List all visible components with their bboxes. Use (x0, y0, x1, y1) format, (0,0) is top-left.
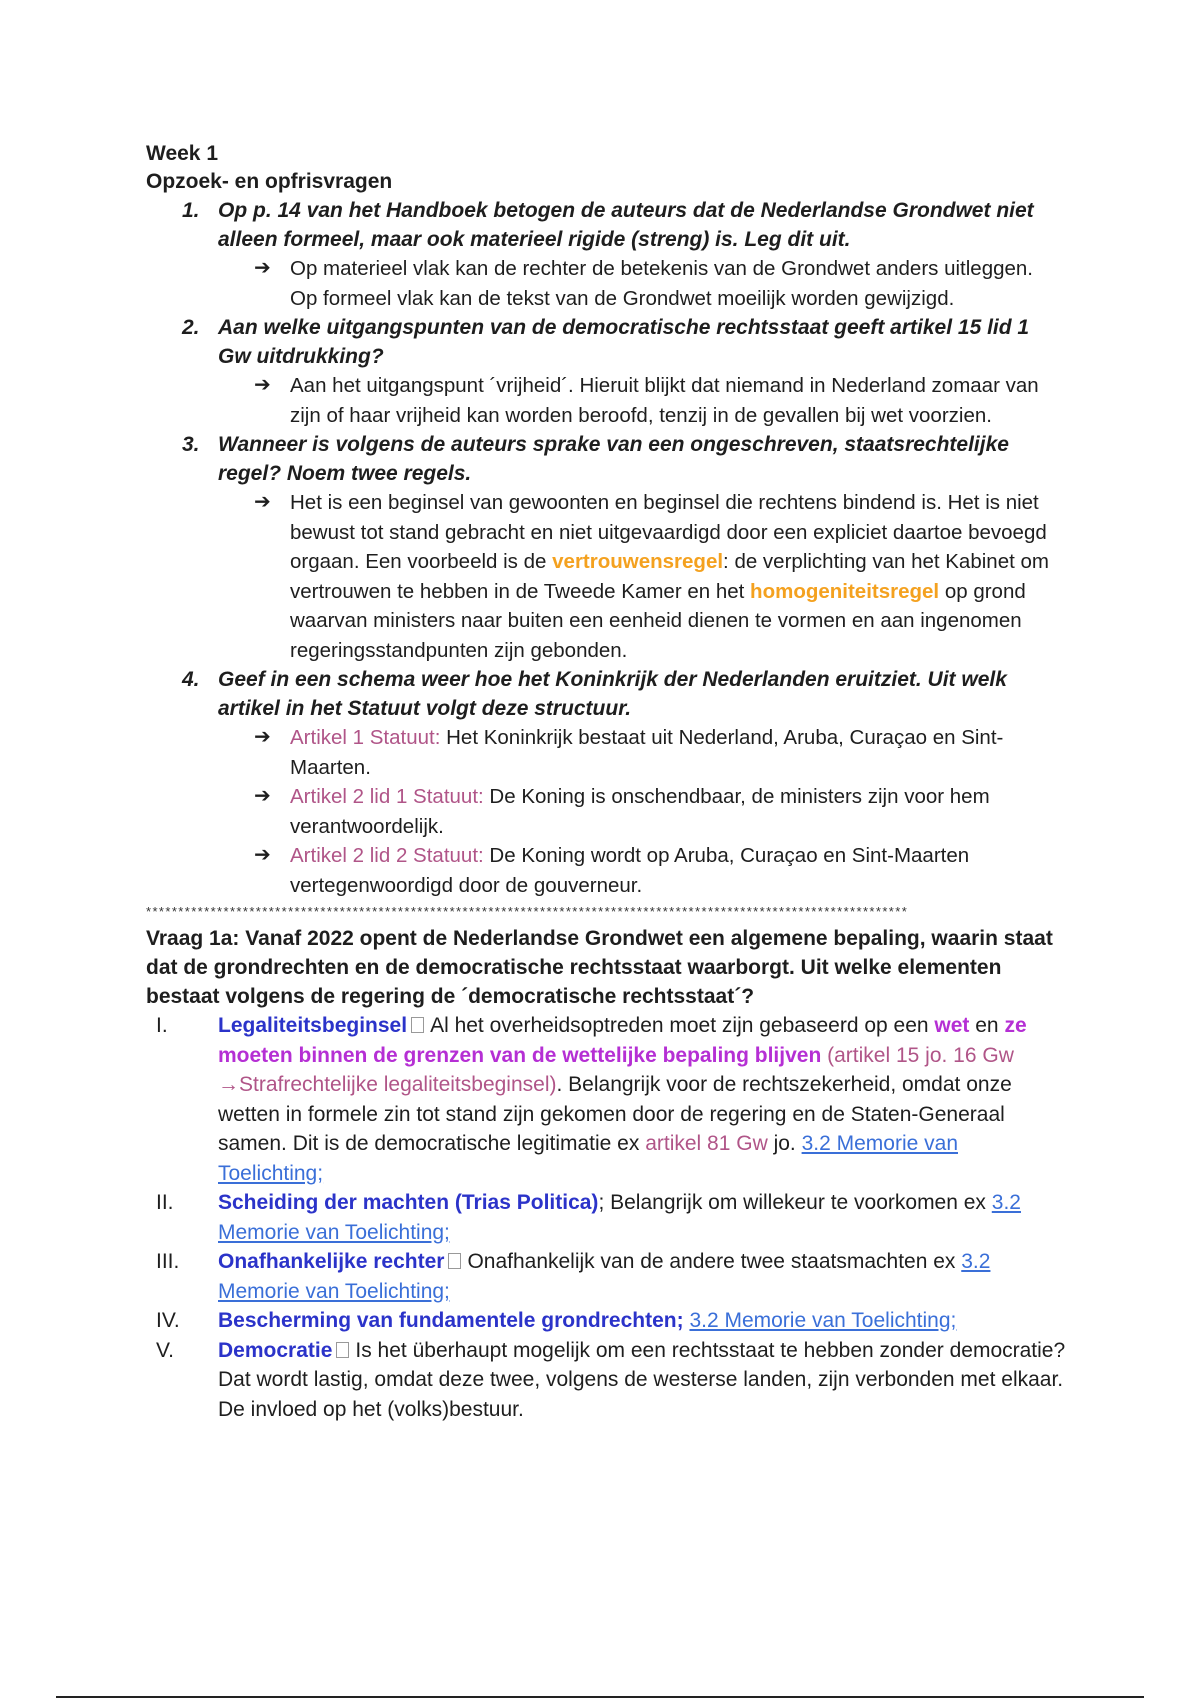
term-homogeniteitsregel: homogeniteitsregel (750, 579, 940, 603)
answer-text: De Koning is onschendbaar, de ministers zijn voor hem verantwoordelijk. (290, 785, 990, 838)
answer-text: Het Koninkrijk bestaat uit Nederland, Aruba, Curaçao en Sint-Maarten. (290, 726, 1004, 779)
memorie-link[interactable]: 3.2 Memorie van Toelichting; (218, 1191, 1021, 1244)
question-number: 3. (182, 433, 200, 456)
element-title: Legaliteitsbeginsel (218, 1014, 408, 1037)
element-item (146, 1247, 1066, 1306)
answer-fragment: Het is een beginsel van gewoonten en beginsel die rechtens bindend is. Het is niet bewust tot stand gebracht en niet uitgevaardigd door een expliciet daartoe bevoegd orgaan. Een voorbeeld is de (290, 491, 1047, 573)
answer-fragment: : de verplichting van het Kabinet om vertrouwen te hebben in de Tweede Kamer en het (290, 550, 1049, 603)
question-text: Aan welke uitgangspunten van de democratische rechtsstaat geeft artikel 15 lid 1 Gw uitdrukking? (218, 316, 1030, 368)
arrow-icon: ➔ (254, 844, 271, 866)
question-item (182, 196, 1066, 313)
answer-text: Op materieel vlak kan de rechter de betekenis van de Grondwet anders uitleggen. Op formeel vlak kan de tekst van de Grondwet moeilijk worden gewijzigd. (290, 257, 1033, 310)
answer-fragment: op grond waarvan ministers naar buiten een eenheid dienen te vormen en aan ingenomen regeringsstandpunten zijn gebonden. (290, 579, 1026, 662)
answer (254, 782, 1066, 841)
roman-numeral: III. (156, 1250, 180, 1273)
question-text: Op p. 14 van het Handboek betogen de auteurs dat de Nederlandse Grondwet niet alleen formeel, maar ook materieel rigide (streng) is. Leg dit uit. (218, 199, 1034, 251)
roman-numeral: IV. (156, 1309, 180, 1332)
question-number: 1. (182, 199, 200, 222)
memorie-link[interactable]: 3.2 Memorie van Toelichting; (218, 1132, 958, 1185)
question-number: 2. (182, 316, 200, 339)
element-text: Is het überhaupt mogelijk om een rechtsstaat te hebben zonder democratie? Dat wordt lastig, omdat deze twee, volgens de westerse landen, zijn verbonden met elkaar. De invloed op het (volks)bestuur. (218, 1338, 1066, 1421)
arrow-icon: ➔ (254, 491, 271, 513)
emphasis-text: ze moeten binnen de grenzen van de wettelijke bepaling blijven (218, 1014, 1027, 1067)
element-list (146, 1011, 1066, 1424)
article-reference: Artikel 1 Statuut: (290, 726, 441, 749)
arrow-icon: ➔ (254, 785, 271, 807)
element-item (146, 1188, 1066, 1247)
missing-glyph-icon (336, 1342, 349, 1358)
answer (254, 371, 1066, 430)
term-vertrouwensregel: vertrouwensregel (552, 550, 724, 573)
roman-numeral: I. (156, 1014, 168, 1037)
emphasis-wet: wet (934, 1014, 970, 1037)
answer (254, 488, 1066, 665)
arrow-icon: ➔ (254, 374, 271, 396)
arrow-icon: ➔ (254, 726, 271, 748)
bottom-rule (56, 1696, 1144, 1698)
answer (254, 841, 1066, 900)
vraag-1a-heading: Vraag 1a: Vanaf 2022 opent de Nederlandse Grondwet een algemene bepaling, waarin staat dat de grondrechten en de democratische rechtsstaat waarborgt. Uit welke elementen bestaat volgens de regering de ´democratische rechtsstaat´? (146, 927, 1053, 1008)
element-text: Al het overheidsoptreden moet zijn gebaseerd op een (430, 1014, 935, 1037)
element-title: Bescherming van fundamentele grondrechten; (218, 1309, 684, 1332)
question-item (182, 665, 1066, 900)
element-text: jo. (767, 1132, 802, 1155)
week-heading: Week 1 (146, 142, 218, 165)
question-text: Geef in een schema weer hoe het Koninkrijk der Nederlanden eruitziet. Uit welk artikel in het Statuut volgt deze structuur. (218, 668, 1007, 720)
article-reference: Artikel 2 lid 1 Statuut: (290, 785, 484, 808)
answer-text: Aan het uitgangspunt ´vrijheid´. Hieruit blijkt dat niemand in Nederland zomaar van zijn of haar vrijheid kan worden beroofd, tenzij in de gevallen bij wet voorzien. (290, 374, 1039, 427)
question-item (182, 430, 1066, 665)
missing-glyph-icon (448, 1253, 461, 1269)
article-reference: artikel 81 Gw (645, 1132, 768, 1155)
element-text: en (969, 1014, 1005, 1037)
roman-numeral: V. (156, 1338, 174, 1362)
roman-numeral: II. (156, 1191, 174, 1214)
arrow-icon: ➔ (254, 257, 271, 279)
question-text: Wanneer is volgens de auteurs sprake van een ongeschreven, staatsrechtelijke regel? Noem twee regels. (218, 433, 1009, 485)
element-text: Onafhankelijk van de andere twee staatsmachten ex (467, 1250, 962, 1273)
element-title: Democratie (218, 1338, 333, 1362)
memorie-link[interactable]: 3.2 Memorie van Toelichting; (218, 1250, 991, 1303)
answer (254, 723, 1066, 782)
memorie-link[interactable]: 3.2 Memorie van Toelichting; (689, 1309, 957, 1332)
document-page (146, 140, 1066, 1424)
question-list (146, 196, 1066, 900)
answer-text: De Koning wordt op Aruba, Curaçao en Sint-Maarten vertegenwoordigd door de gouverneur. (290, 844, 970, 897)
element-title: Scheiding der machten (Trias Politica) (218, 1191, 599, 1214)
star-separator: ********************************************************************************************************************** (146, 904, 909, 919)
question-item (182, 313, 1066, 430)
article-reference: Artikel 2 lid 2 Statuut: (290, 844, 484, 867)
element-item (146, 1011, 1066, 1188)
answer-text (290, 488, 1066, 665)
missing-glyph-icon (411, 1017, 424, 1033)
answer (254, 254, 1066, 313)
question-number: 4. (182, 668, 200, 691)
article-reference: (artikel 15 jo. 16 Gw →Strafrechtelijke legaliteitsbeginsel) (218, 1043, 1014, 1096)
element-item (146, 1336, 1066, 1425)
element-text: ; Belangrijk om willekeur te voorkomen ex (598, 1191, 992, 1214)
element-item (146, 1306, 1066, 1336)
element-text: . Belangrijk voor de rechtszekerheid, omdat onze wetten in formele zin tot stand zijn gekomen door de regering en de Staten-Generaal samen. Dit is de democratische legitimatie ex (218, 1073, 1012, 1155)
section-heading: Opzoek- en opfrisvragen (146, 170, 393, 193)
element-title: Onafhankelijke rechter (218, 1250, 445, 1273)
